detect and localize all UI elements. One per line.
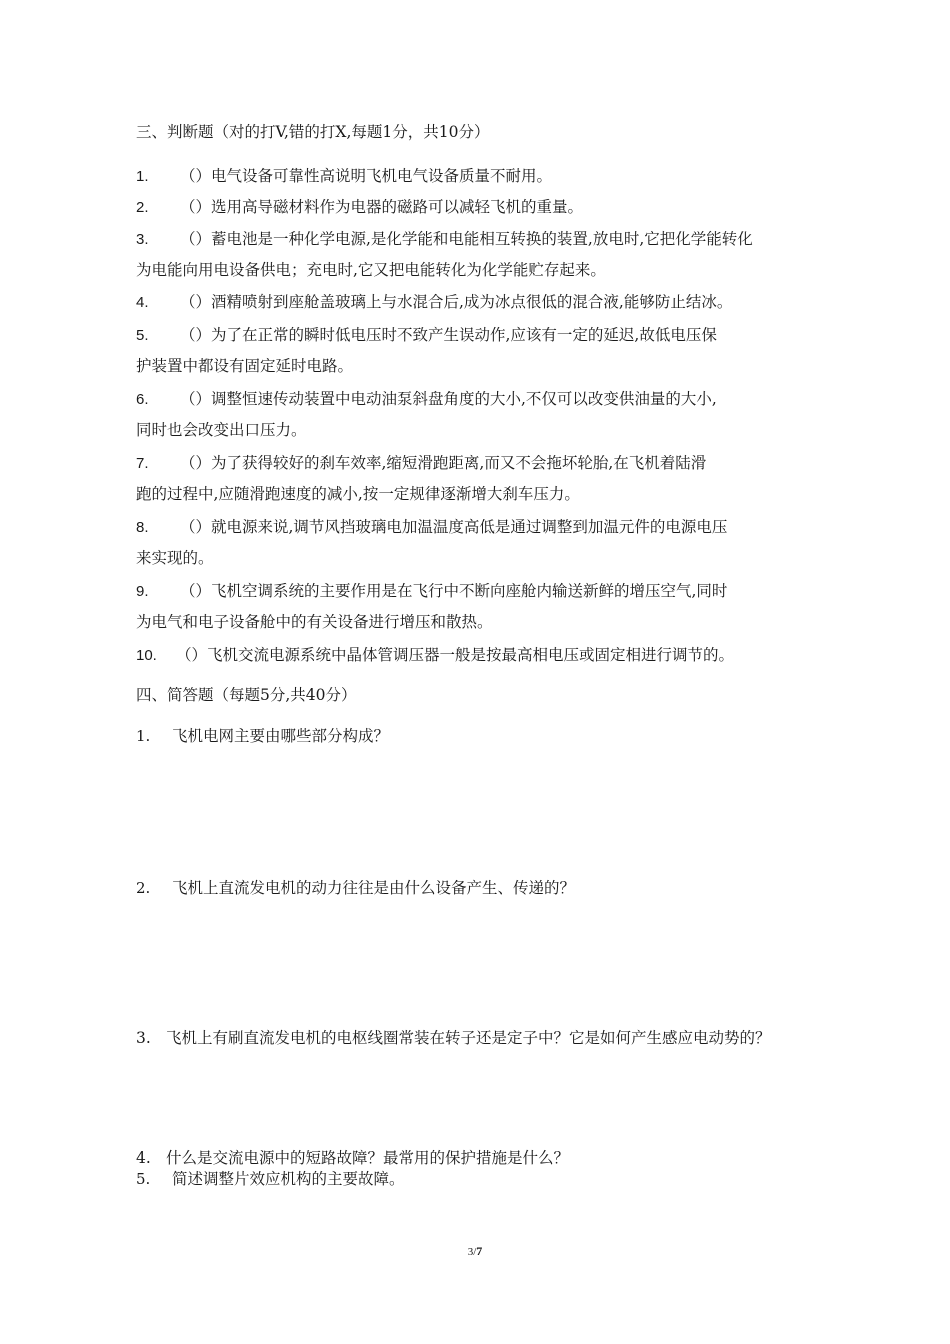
judge-item-4 <box>136 292 732 313</box>
current-page: 3 <box>467 1246 474 1258</box>
section-3-heading: 三、判断题（对的打V,错的打X,每题1分，共10分） <box>136 123 490 141</box>
short-answer-question-5 <box>136 1169 405 1189</box>
item-number: 5. <box>136 327 149 344</box>
item-number: 7. <box>136 455 149 472</box>
item-text: （）酒精喷射到座舱盖玻璃上与水混合后,成为冰点很低的混合液,能够防止结冰。 <box>180 293 733 311</box>
judge-item-5 <box>136 325 717 346</box>
judge-item-9 <box>136 581 727 602</box>
question-text: 什么是交流电源中的短路故障？最常用的保护措施是什么？ <box>166 1149 570 1167</box>
short-answer-question-3 <box>136 1028 771 1048</box>
question-text: 飞机电网主要由哪些部分构成？ <box>172 727 390 745</box>
judge-item-9-continued: 为电气和电子设备舱中的有关设备进行增压和散热。 <box>136 613 493 631</box>
question-number: 1. <box>136 727 151 745</box>
item-text: （）就电源来说,调节风挡玻璃电加温温度高低是通过调整到加温元件的电源电压 <box>180 518 728 536</box>
question-number: 5. <box>136 1170 151 1188</box>
item-number: 8. <box>136 519 149 536</box>
item-text: （）飞机空调系统的主要作用是在飞行中不断向座舱内输送新鲜的增压空气,同时 <box>180 582 728 600</box>
question-number: 2. <box>136 879 151 897</box>
judge-item-7-continued: 跑的过程中,应随滑跑速度的减小,按一定规律逐渐增大刹车压力。 <box>136 485 580 503</box>
short-answer-question-1 <box>136 726 389 746</box>
item-number: 9. <box>136 583 149 600</box>
short-answer-question-4 <box>136 1148 569 1168</box>
item-text: （）蓄电池是一种化学电源,是化学能和电能相互转换的装置,放电时,它把化学能转化 <box>180 230 753 248</box>
question-text: 简述调整片效应机构的主要故障。 <box>172 1170 405 1188</box>
judge-item-8 <box>136 517 727 538</box>
judge-item-10 <box>136 645 734 666</box>
item-text: （）飞机交流电源系统中晶体管调压器一般是按最高相电压或固定相进行调节的。 <box>176 646 735 664</box>
page-number-footer: 3/7 <box>467 1244 483 1258</box>
judge-item-8-continued: 来实现的。 <box>136 549 214 567</box>
judge-item-1 <box>136 166 552 187</box>
question-text: 飞机上直流发电机的动力往往是由什么设备产生、传递的？ <box>172 879 576 897</box>
item-number: 4. <box>136 294 149 311</box>
judge-item-5-continued: 护装置中都设有固定延时电路。 <box>136 357 354 375</box>
item-number: 10. <box>136 647 157 664</box>
item-number: 2. <box>136 199 149 216</box>
item-text: （）调整恒速传动装置中电动油泵斜盘角度的大小,不仅可以改变供油量的大小, <box>180 390 717 408</box>
judge-item-7 <box>136 453 706 474</box>
question-number: 4. <box>136 1149 151 1167</box>
section-4-heading: 四、简答题（每题5分,共40分） <box>136 686 357 704</box>
item-number: 6. <box>136 391 149 408</box>
judge-item-6 <box>136 389 717 410</box>
item-text: （）为了在正常的瞬时低电压时不致产生误动作,应该有一定的延迟,故低电压保 <box>180 326 717 344</box>
total-pages: 7 <box>476 1244 483 1258</box>
short-answer-question-2 <box>136 878 575 898</box>
judge-item-3 <box>136 229 753 250</box>
item-text: （）选用高导磁材料作为电器的磁路可以减轻飞机的重量。 <box>180 198 584 216</box>
item-text: （）电气设备可靠性高说明飞机电气设备质量不耐用。 <box>180 167 553 185</box>
judge-item-3-continued: 为电能向用电设备供电；充电时,它又把电能转化为化学能贮存起来。 <box>136 261 606 279</box>
judge-item-6-continued: 同时也会改变出口压力。 <box>136 421 307 439</box>
item-number: 1. <box>136 168 149 185</box>
question-text: 飞机上有刷直流发电机的电枢线圈常装在转子还是定子中？它是如何产生感应电动势的？ <box>166 1029 771 1047</box>
question-number: 3. <box>136 1029 151 1047</box>
judge-item-2 <box>136 197 583 218</box>
item-text: （）为了获得较好的刹车效率,缩短滑跑距离,而又不会拖坏轮胎,在飞机着陆滑 <box>180 454 707 472</box>
item-number: 3. <box>136 231 149 248</box>
